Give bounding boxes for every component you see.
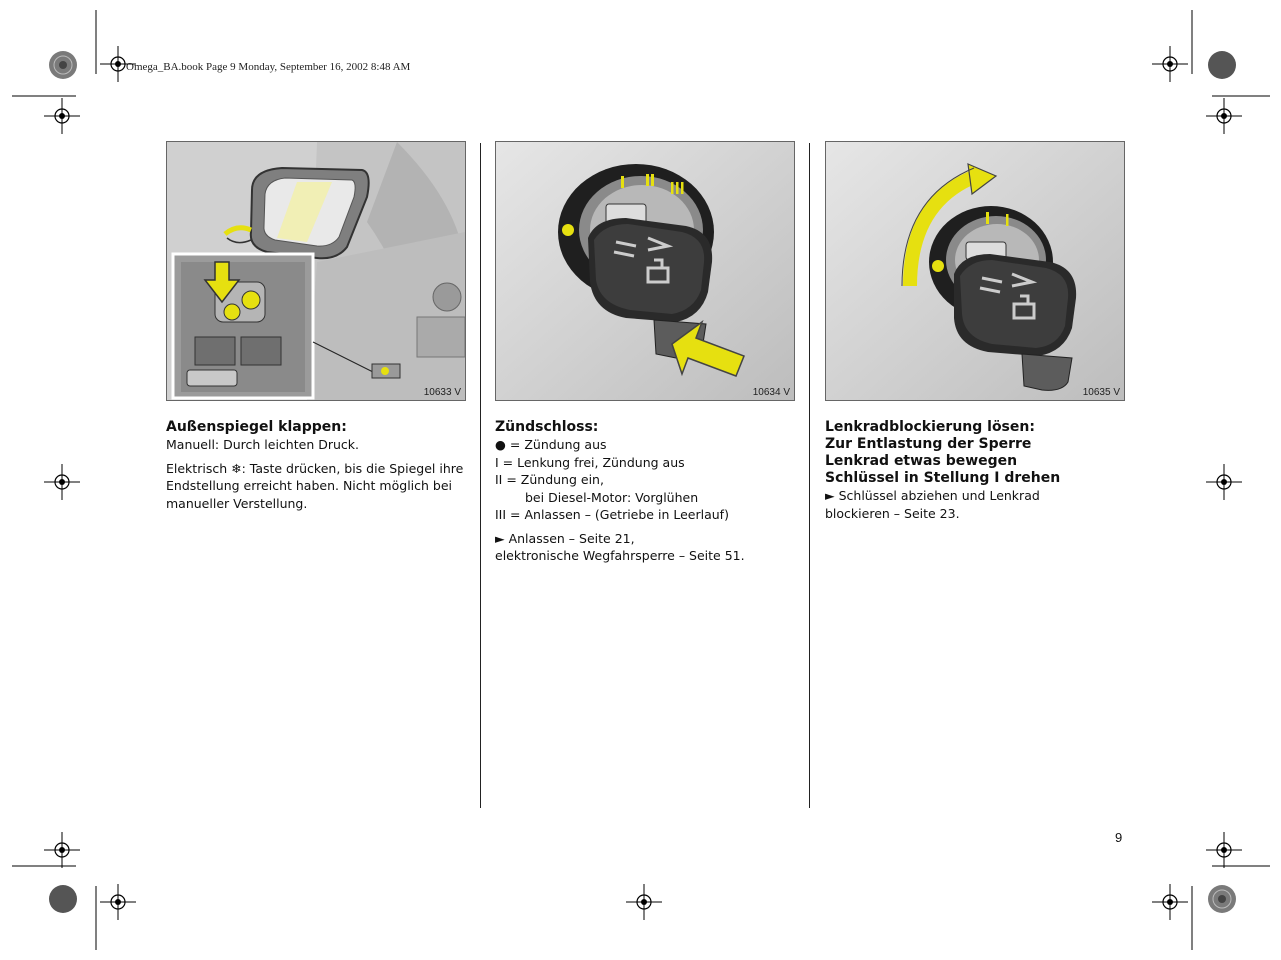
- figure-number: 10635 V: [1082, 387, 1120, 398]
- section-steering-lock: [825, 141, 1125, 522]
- ignition-key-illustration: [496, 142, 794, 400]
- heading-line: Schlüssel in Stellung I drehen: [825, 470, 1061, 486]
- body-line: III = Anlassen – (Getriebe in Leerlauf): [495, 507, 729, 522]
- figure-number: 10633 V: [423, 387, 461, 398]
- heading-line: Lenkrad etwas bewegen: [825, 453, 1018, 469]
- section-mirror-folding: [166, 141, 466, 512]
- body-paragraph: Elektrisch ❄: Taste drücken, bis die Spiegel ihre Endstellung erreicht haben. Nicht möglich bei manueller Verstellung.: [166, 460, 464, 511]
- section-ignition-lock: [495, 141, 795, 565]
- header-file-info: Omega_BA.book Page 9 Monday, September 16, 2002 8:48 AM: [126, 61, 411, 73]
- figure-steering-lock: [825, 141, 1125, 401]
- reference-line: ► Anlassen – Seite 21,: [495, 530, 635, 546]
- heading-line: Lenkradblockierung lösen:: [825, 419, 1035, 435]
- heading-line: Zur Entlastung der Sperre: [825, 436, 1032, 452]
- figure-ignition-key: [495, 141, 795, 401]
- body-line: II = Zündung ein,: [495, 472, 604, 487]
- body-line: blockieren – Seite 23.: [825, 505, 960, 521]
- body-line: ► Schlüssel abziehen und Lenkrad: [825, 488, 1040, 503]
- steering-lock-illustration: [826, 142, 1124, 400]
- section-heading: Zündschloss:: [495, 419, 599, 435]
- column-divider-2: [809, 143, 810, 808]
- section-heading: [825, 419, 1125, 487]
- reference-line: elektronische Wegfahrsperre – Seite 51.: [495, 548, 745, 563]
- body-line: ● = Zündung aus: [495, 437, 607, 452]
- figure-number: 10634 V: [752, 387, 790, 398]
- page-number: 9: [1115, 830, 1123, 845]
- section-heading: Außenspiegel klappen:: [166, 419, 347, 435]
- mirror-illustration: [167, 142, 465, 400]
- body-line: Manuell: Durch leichten Druck.: [166, 437, 359, 452]
- body-line: I = Lenkung frei, Zündung aus: [495, 454, 685, 470]
- body-line-indented: bei Diesel-Motor: Vorglühen: [525, 489, 699, 505]
- figure-mirror: [166, 141, 466, 401]
- column-divider-1: [480, 143, 481, 808]
